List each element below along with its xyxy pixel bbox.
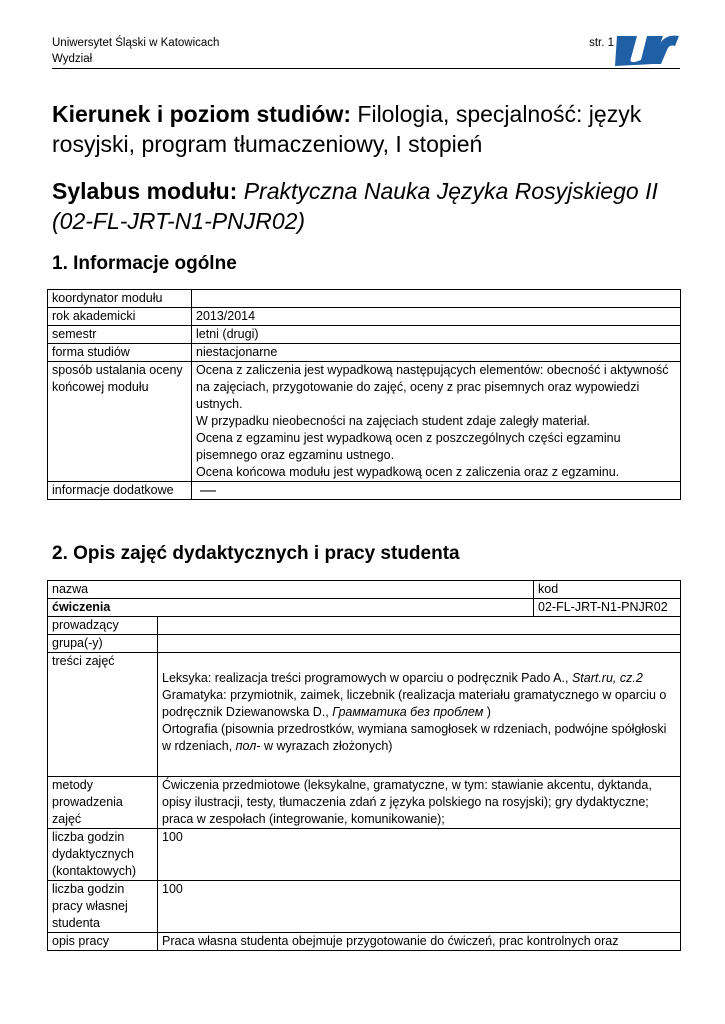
table-row: prowadzący	[48, 617, 681, 635]
table-row: informacje dodatkowe —	[48, 482, 681, 500]
table-row: treści zajęć Leksyka: realizacja treści programowych w oparciu o podręcznik Pado A., Start.ru, cz.2 Gramatyka: przymiotnik, zaimek, liczebnik (realizacja materiału gramatycznego w oparciu o podręcznik Dziewanowska D., Грамматика без проблем ) Ortografia (pisownia przedrostków, wymiana samogłosek w rdzeniach, podwójne spółgłoski w rdzeniach, пол- w wyrazach złożonych)	[48, 653, 681, 777]
page-number: str. 1	[589, 37, 614, 49]
table-row: grupa(-y)	[48, 635, 681, 653]
university-logo-icon	[611, 30, 681, 68]
table-row: forma studiów niestacjonarne	[48, 344, 681, 362]
table-row: ćwiczenia 02-FL-JRT-N1-PNJR02	[48, 599, 681, 617]
university-name: Uniwersytet Śląski w Katowicach	[52, 37, 220, 49]
header-rule	[52, 68, 680, 69]
table-row: sposób ustalania oceny końcowej modułu Ocena z zaliczenia jest wypadkową następujących elementów: obecność i aktywność na zajęciach, przygotowanie do zajęć, oceny z prac pisemnych oraz wypowiedzi ustnych. W przypadku nieobecności na zajęciach student zdaje zaległy materiał. Ocena z egzaminu jest wypadkową ocen z poszczególnych części egzaminu pisemnego oraz egzaminu ustnego. Ocena końcowa modułu jest wypadkową ocen z zaliczenia oraz z egzaminu.	[48, 362, 681, 482]
section1-heading: 1. Informacje ogólne	[52, 253, 237, 274]
faculty-name: Wydział	[52, 53, 93, 65]
table-row: rok akademicki 2013/2014	[48, 308, 681, 326]
page-header	[52, 35, 614, 67]
table-row: semestr letni (drugi)	[48, 326, 681, 344]
page-title: Kierunek i poziom studiów: Filologia, specjalność: język rosyjski, program tłumaczeniowy, I stopień	[52, 101, 642, 157]
table-row: koordynator modułu	[48, 290, 681, 308]
table-row: metody prowadzenia zajęć Ćwiczenia przedmiotowe (leksykalne, gramatyczne, w tym: stawianie akcentu, dyktanda, opisy ilustracji, testy, tłumaczenia zdań z języka polskiego na rosyjski); gry dydaktyczne; praca w zespołach (integrowanie, komunikowanie);	[48, 777, 681, 829]
table-row: liczba godzin dydaktycznych (kontaktowych) 100	[48, 829, 681, 881]
general-info-table	[47, 289, 681, 500]
table-row: liczba godzin pracy własnej studenta 100	[48, 881, 681, 933]
course-description-table	[47, 580, 681, 951]
table-row: nazwa kod	[48, 581, 681, 599]
table-row: opis pracy Praca własna studenta obejmuje przygotowanie do ćwiczeń, prac kontrolnych oraz	[48, 933, 681, 951]
syllabus-title: Sylabus modułu: Praktyczna Nauka Języka Rosyjskiego II (02-FL-JRT-N1-PNJR02)	[52, 178, 658, 234]
section2-heading: 2. Opis zajęć dydaktycznych i pracy studenta	[52, 543, 460, 564]
